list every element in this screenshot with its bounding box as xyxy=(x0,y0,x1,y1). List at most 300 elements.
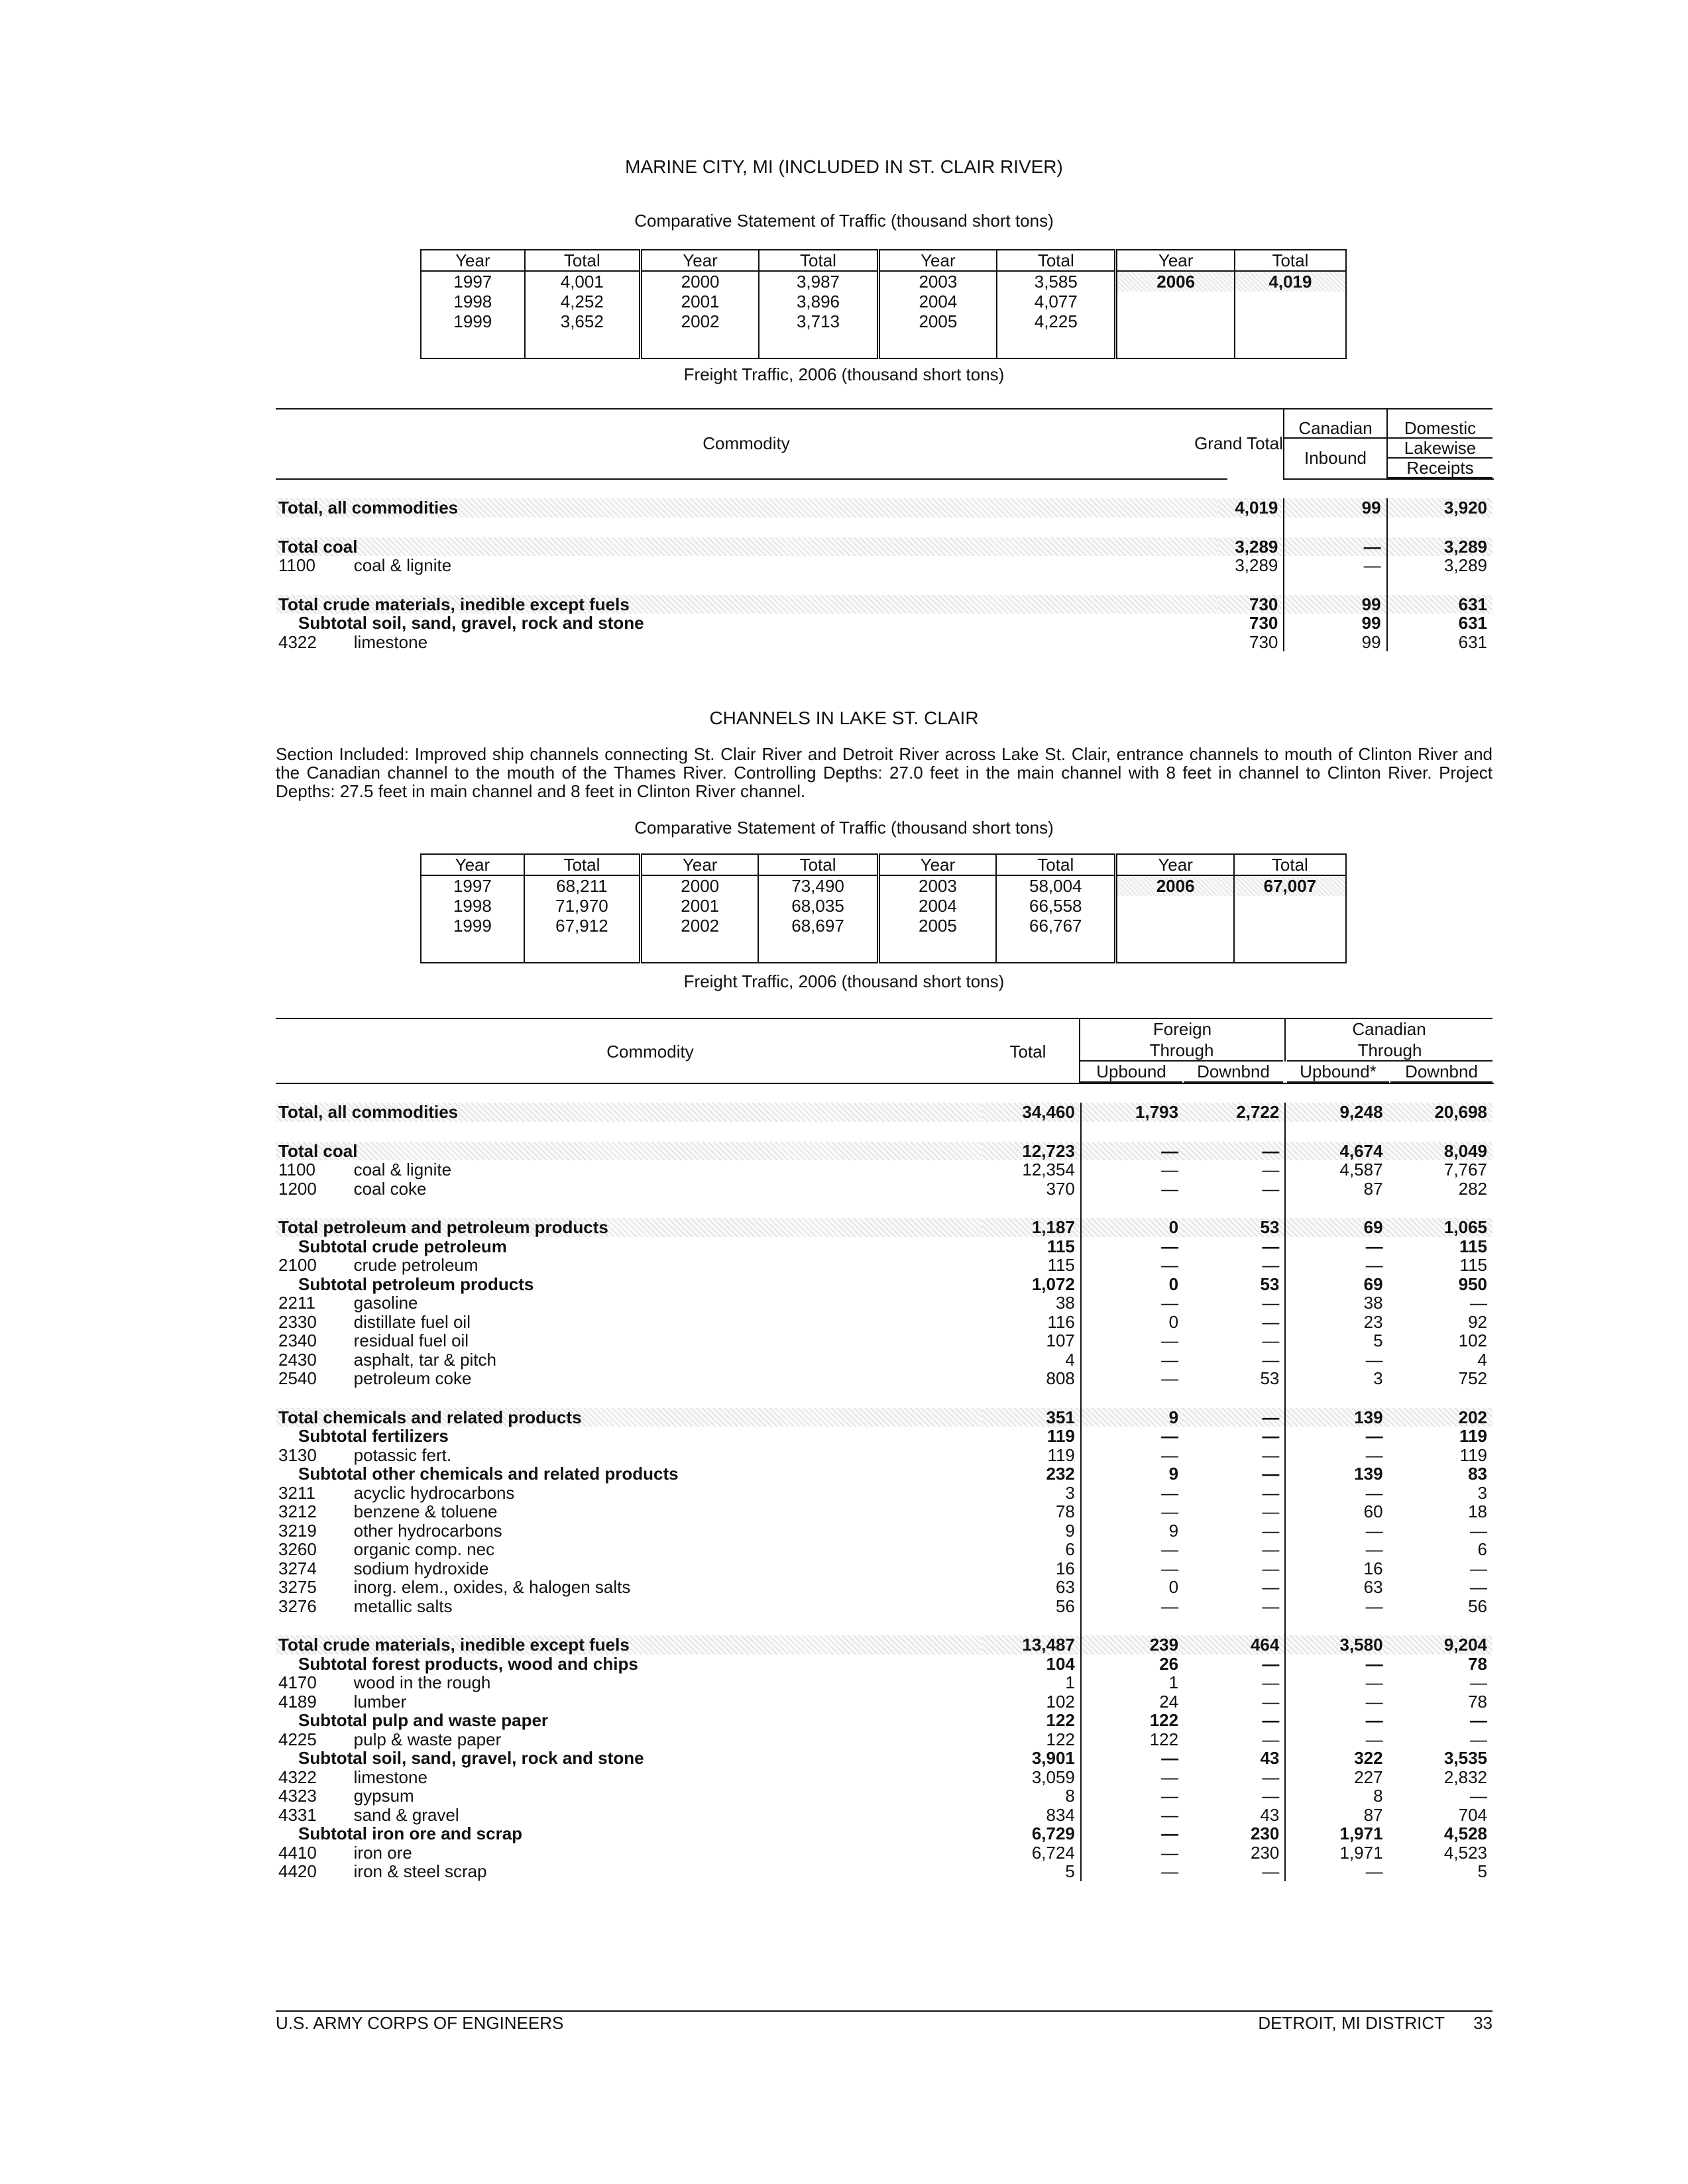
table-row xyxy=(276,1843,1492,1863)
value-cell: 16 xyxy=(1055,1558,1075,1578)
value-cell: 1,187 xyxy=(982,1218,1080,1237)
value-cell: — xyxy=(1470,1520,1487,1541)
header-foreign-through: Through xyxy=(1080,1040,1283,1062)
table-row xyxy=(276,1749,1492,1768)
value-cell: 119 xyxy=(1046,1426,1075,1446)
value-cell: 730 xyxy=(1249,613,1278,633)
value-cell: 16 xyxy=(1285,1559,1388,1578)
table-row xyxy=(276,633,1492,652)
value-cell: — xyxy=(1470,1558,1487,1578)
table-row xyxy=(276,1597,1492,1616)
value-cell: 63 xyxy=(1055,1577,1075,1597)
value-cell: 3,535 xyxy=(1443,1748,1487,1768)
value-cell: — xyxy=(1081,1446,1184,1465)
value-cell: 8 xyxy=(1065,1786,1075,1806)
value-cell: 87 xyxy=(1285,1179,1388,1199)
section1-freight-table xyxy=(276,498,1492,651)
comp-cell: 2005 xyxy=(878,916,996,936)
commodity-code: Subtotal fertilizers xyxy=(298,1426,449,1446)
footer-page-number: 33 xyxy=(1473,2013,1492,2033)
comp-cell: 2006 xyxy=(1116,875,1234,896)
commodity-label: coal & lignite xyxy=(353,1160,452,1179)
value-cell: — xyxy=(1470,1672,1487,1692)
value-cell: 9,204 xyxy=(1388,1635,1492,1655)
commodity-label: iron ore xyxy=(353,1842,412,1863)
commodity-label: acyclic hydrocarbons xyxy=(353,1482,515,1503)
value-cell: — xyxy=(1081,1293,1184,1313)
table-row xyxy=(276,614,1492,633)
comp-cell: 71,970 xyxy=(524,896,641,916)
commodity-label: coal & lignite xyxy=(353,555,452,575)
value-cell: 12,723 xyxy=(982,1142,1080,1161)
commodity-code: 2540 xyxy=(278,1368,317,1388)
value-cell: — xyxy=(1285,1427,1388,1446)
value-cell: — xyxy=(1262,1861,1280,1881)
value-cell: 322 xyxy=(1285,1749,1388,1768)
commodity-label: petroleum coke xyxy=(353,1368,472,1388)
value-cell: — xyxy=(1262,1596,1280,1616)
value-cell: — xyxy=(1081,1427,1184,1446)
commodity-label: sand & gravel xyxy=(353,1804,459,1825)
value-cell: — xyxy=(1285,1673,1388,1692)
commodity-label: inorg. elem., oxides, & halogen salts xyxy=(353,1577,631,1597)
commodity-code: Total chemicals and related products xyxy=(276,1408,982,1427)
value-cell: 53 xyxy=(1260,1274,1280,1294)
comp-cell: 4,252 xyxy=(525,292,641,311)
value-cell: 102 xyxy=(1458,1331,1487,1350)
value-cell: 53 xyxy=(1260,1368,1280,1388)
value-cell: 3,059 xyxy=(1031,1767,1075,1787)
value-cell: — xyxy=(1262,1482,1280,1503)
value-cell: 4,587 xyxy=(1285,1160,1388,1179)
value-cell: 0 xyxy=(1081,1275,1184,1294)
value-cell: — xyxy=(1262,1426,1280,1446)
value-cell: 139 xyxy=(1285,1464,1388,1484)
value-cell: 3,289 xyxy=(1218,537,1284,557)
value-cell: — xyxy=(1184,1408,1285,1427)
comp-header-cell: Total xyxy=(758,854,878,875)
comp-cell: 1999 xyxy=(421,916,524,936)
value-cell: 119 xyxy=(1459,1426,1487,1446)
table-row xyxy=(276,1369,1492,1388)
value-cell: — xyxy=(1262,1672,1280,1692)
value-cell: 92 xyxy=(1468,1311,1487,1332)
header-commodity: Commodity xyxy=(703,433,790,453)
value-cell: 122 xyxy=(1046,1729,1075,1749)
value-cell: — xyxy=(1262,1311,1280,1332)
commodity-code: 4331 xyxy=(278,1804,317,1825)
value-cell: 5 xyxy=(1477,1861,1487,1881)
value-cell: — xyxy=(1262,1653,1280,1674)
comp-header-cell: Total xyxy=(759,250,878,271)
table-row xyxy=(276,1673,1492,1692)
comp-cell: 66,558 xyxy=(996,896,1116,916)
table-row xyxy=(276,595,1492,614)
value-cell: — xyxy=(1470,1729,1487,1749)
value-cell: — xyxy=(1284,556,1386,575)
comp-header-cell: Total xyxy=(525,250,641,271)
value-cell: 1 xyxy=(1065,1672,1075,1692)
value-cell: 5 xyxy=(1065,1861,1075,1881)
value-cell: — xyxy=(1081,1749,1184,1768)
value-cell: 631 xyxy=(1387,614,1492,633)
value-cell: — xyxy=(1081,1862,1184,1881)
value-cell: 4,523 xyxy=(1443,1842,1487,1863)
commodity-label: distillate fuel oil xyxy=(353,1311,471,1332)
table-row xyxy=(276,1655,1492,1674)
comp-cell: 2000 xyxy=(640,271,759,292)
commodity-label: sodium hydroxide xyxy=(353,1558,489,1578)
value-cell: 20,698 xyxy=(1388,1103,1492,1122)
commodity-code: 1100 xyxy=(278,555,315,575)
value-cell: — xyxy=(1262,1691,1280,1712)
value-cell: — xyxy=(1262,1558,1280,1578)
commodity-label: metallic salts xyxy=(353,1596,453,1616)
value-cell: 119 xyxy=(1459,1445,1487,1465)
table-row xyxy=(276,1559,1492,1578)
value-cell: 631 xyxy=(1387,633,1492,652)
value-cell: 282 xyxy=(1458,1178,1487,1199)
header-receipts: Receipts xyxy=(1388,459,1492,478)
commodity-code: 3211 xyxy=(278,1482,315,1503)
value-cell: — xyxy=(1285,1597,1388,1616)
value-cell: 38 xyxy=(1055,1293,1075,1313)
comp-cell: 67,912 xyxy=(524,916,641,936)
value-cell: 3,920 xyxy=(1387,498,1492,518)
value-cell: 115 xyxy=(1047,1255,1075,1275)
value-cell: — xyxy=(1262,1445,1280,1465)
comp-header-cell: Total xyxy=(524,854,641,875)
comp-cell: 2002 xyxy=(641,916,759,936)
section2-paragraph: Section Included: Improved ship channels connecting St. Clair River and Detroit River across Lake St. Clair, entrance channels to mouth of Clinton River and the Canadian channel to the mouth of the Thames River. Controlling Depths: 27.0 feet in the main channel with 8 feet in channel to Clinton River. Project Depths: 27.5 feet in main channel and 8 feet in Clinton River channel. xyxy=(276,744,1492,801)
commodity-label: iron & steel scrap xyxy=(353,1861,487,1881)
value-cell: 202 xyxy=(1388,1408,1492,1427)
value-cell: — xyxy=(1285,1484,1388,1503)
value-cell: — xyxy=(1285,1711,1388,1730)
commodity-code: Total coal xyxy=(276,1142,982,1161)
value-cell: — xyxy=(1285,1237,1388,1256)
table-row xyxy=(276,1502,1492,1521)
commodity-code: 3219 xyxy=(278,1520,317,1541)
comp-cell: 1999 xyxy=(421,311,525,331)
value-cell: 0 xyxy=(1081,1313,1184,1332)
commodity-code: 2211 xyxy=(278,1293,315,1313)
commodity-label: potassic fert. xyxy=(353,1445,452,1465)
table-row xyxy=(276,498,1492,518)
section2-comp-caption: Comparative Statement of Traffic (thousand short tons) xyxy=(634,818,1054,838)
value-cell: 8 xyxy=(1285,1786,1388,1806)
comp-cell xyxy=(1116,916,1234,936)
value-cell: 3 xyxy=(1065,1482,1075,1503)
value-cell: 43 xyxy=(1260,1748,1280,1768)
comp-header-cell: Year xyxy=(878,250,997,271)
header-grand-total: Grand Total xyxy=(1194,433,1283,453)
comp-cell: 2001 xyxy=(640,292,759,311)
value-cell: 3,289 xyxy=(1387,556,1492,575)
table-row xyxy=(276,1862,1492,1881)
comp-cell: 3,585 xyxy=(997,271,1116,292)
comp-cell: 2006 xyxy=(1116,271,1235,292)
comp-cell xyxy=(1234,916,1346,936)
value-cell: 122 xyxy=(1081,1711,1184,1730)
value-cell: 1,065 xyxy=(1388,1218,1492,1237)
value-cell: 99 xyxy=(1284,595,1386,614)
value-cell: 3,289 xyxy=(1235,555,1278,575)
value-cell: 9 xyxy=(1081,1464,1184,1484)
commodity-code: 1100 xyxy=(278,1160,315,1179)
value-cell: — xyxy=(1081,1502,1184,1521)
commodity-code: 4189 xyxy=(278,1691,317,1712)
comp-cell: 58,004 xyxy=(996,875,1116,896)
comp-cell: 66,767 xyxy=(996,916,1116,936)
value-cell: 0 xyxy=(1081,1578,1184,1597)
table-row xyxy=(276,1464,1492,1484)
value-cell: 3 xyxy=(1285,1369,1388,1388)
value-cell: — xyxy=(1081,1142,1184,1161)
commodity-code: Total crude materials, inedible except fuels xyxy=(276,595,1218,614)
table-row xyxy=(276,1521,1492,1541)
value-cell: — xyxy=(1262,1729,1280,1749)
value-cell: — xyxy=(1285,1540,1388,1559)
value-cell: — xyxy=(1262,1160,1280,1179)
commodity-label: limestone xyxy=(353,1767,427,1787)
value-cell: 12,354 xyxy=(1022,1160,1075,1179)
value-cell: — xyxy=(1081,1843,1184,1863)
footer-right: DETROIT, MI DISTRICT xyxy=(1258,2013,1445,2033)
value-cell: 1,072 xyxy=(1031,1274,1075,1294)
value-cell: 69 xyxy=(1285,1218,1388,1237)
value-cell: — xyxy=(1262,1464,1280,1484)
value-cell: 87 xyxy=(1285,1806,1388,1825)
header-canadian-through: Through xyxy=(1287,1040,1492,1062)
value-cell: 4 xyxy=(1477,1349,1487,1370)
comp-cell: 2003 xyxy=(878,875,996,896)
value-cell: 5 xyxy=(1285,1331,1388,1350)
table-row xyxy=(276,1711,1492,1730)
table-row xyxy=(276,1824,1492,1843)
section2-freight-caption: Freight Traffic, 2006 (thousand short tons) xyxy=(683,971,1005,991)
commodity-code: 4322 xyxy=(278,1767,317,1787)
value-cell: — xyxy=(1081,1484,1184,1503)
commodity-label: asphalt, tar & pitch xyxy=(353,1349,496,1370)
value-cell: 950 xyxy=(1458,1274,1487,1294)
comp-cell: 3,987 xyxy=(759,271,878,292)
comp-cell: 73,490 xyxy=(758,875,878,896)
commodity-code: 3130 xyxy=(278,1445,317,1465)
comp-header-cell: Year xyxy=(1116,854,1234,875)
value-cell: 3,901 xyxy=(1031,1748,1075,1768)
value-cell: 752 xyxy=(1458,1368,1487,1388)
comp-header-cell: Year xyxy=(421,854,524,875)
section1-comp-caption: Comparative Statement of Traffic (thousand short tons) xyxy=(634,211,1054,231)
commodity-code: 3276 xyxy=(278,1596,317,1616)
comp-cell: 1997 xyxy=(421,875,524,896)
comp-cell: 3,713 xyxy=(759,311,878,331)
value-cell: 38 xyxy=(1285,1293,1388,1313)
value-cell: 24 xyxy=(1081,1692,1184,1712)
comp-cell: 2003 xyxy=(878,271,997,292)
value-cell: 1 xyxy=(1081,1673,1184,1692)
table-row xyxy=(276,1142,1492,1161)
value-cell: 69 xyxy=(1285,1275,1388,1294)
comp-cell: 4,225 xyxy=(997,311,1116,331)
table-row xyxy=(276,1331,1492,1350)
value-cell: 3,580 xyxy=(1285,1635,1388,1655)
commodity-code: 2330 xyxy=(278,1311,317,1332)
comp-cell: 1997 xyxy=(421,271,525,292)
header-canadian: Canadian xyxy=(1352,1019,1426,1039)
comp-cell: 1998 xyxy=(421,292,525,311)
value-cell: 2,722 xyxy=(1184,1103,1285,1122)
value-cell: — xyxy=(1285,1655,1388,1674)
header-foreign-upbound: Upbound xyxy=(1080,1062,1182,1083)
value-cell: 104 xyxy=(1046,1653,1075,1674)
value-cell: 115 xyxy=(1459,1255,1487,1275)
value-cell: — xyxy=(1081,1256,1184,1275)
header-foreign-downbnd: Downbnd xyxy=(1184,1062,1283,1083)
value-cell: — xyxy=(1285,1730,1388,1749)
commodity-code: 2100 xyxy=(278,1255,317,1275)
table-row xyxy=(276,1275,1492,1294)
value-cell: 107 xyxy=(1046,1331,1075,1350)
value-cell: 9,248 xyxy=(1285,1103,1388,1122)
value-cell: — xyxy=(1262,1577,1280,1597)
value-cell: 53 xyxy=(1184,1218,1285,1237)
comp-header-cell: Year xyxy=(1116,250,1235,271)
comp-cell: 2004 xyxy=(878,896,996,916)
value-cell: 6 xyxy=(1065,1539,1075,1559)
value-cell: — xyxy=(1081,1559,1184,1578)
table-row xyxy=(276,1103,1492,1122)
value-cell: 23 xyxy=(1285,1313,1388,1332)
table-row xyxy=(276,1730,1492,1749)
value-cell: — xyxy=(1184,1142,1285,1161)
table-row xyxy=(276,1237,1492,1256)
comp-cell: 68,211 xyxy=(524,875,641,896)
value-cell: — xyxy=(1262,1293,1280,1313)
value-cell: — xyxy=(1262,1255,1280,1275)
value-cell: 6,724 xyxy=(1031,1842,1075,1863)
value-cell: 0 xyxy=(1081,1218,1184,1237)
table-row xyxy=(276,1806,1492,1825)
footer-left: U.S. ARMY CORPS OF ENGINEERS xyxy=(276,2013,564,2033)
comp-cell: 2005 xyxy=(878,311,997,331)
commodity-code: 1200 xyxy=(278,1178,317,1199)
value-cell: 1,971 xyxy=(1285,1824,1388,1843)
value-cell: — xyxy=(1081,1597,1184,1616)
commodity-code: Subtotal soil, sand, gravel, rock and stone xyxy=(298,1748,644,1768)
value-cell: 119 xyxy=(1047,1445,1075,1465)
value-cell: — xyxy=(1285,1256,1388,1275)
section2-freight-header xyxy=(276,1019,1492,1084)
comp-cell: 1998 xyxy=(421,896,524,916)
value-cell: — xyxy=(1470,1786,1487,1806)
value-cell: 1,971 xyxy=(1285,1843,1388,1863)
comp-header-cell: Year xyxy=(878,854,996,875)
section1-freight-header xyxy=(276,410,1492,480)
comp-cell: 68,035 xyxy=(758,896,878,916)
comp-cell xyxy=(1116,896,1234,916)
table-row xyxy=(276,1692,1492,1712)
table-row xyxy=(276,1786,1492,1806)
value-cell: 18 xyxy=(1468,1502,1487,1521)
value-cell: 239 xyxy=(1081,1635,1184,1655)
comp-cell xyxy=(1235,311,1346,331)
commodity-code: Subtotal soil, sand, gravel, rock and stone xyxy=(298,613,644,633)
value-cell: — xyxy=(1262,1178,1280,1199)
value-cell: 370 xyxy=(1046,1178,1075,1199)
value-cell: — xyxy=(1262,1349,1280,1370)
value-cell: 1,793 xyxy=(1081,1103,1184,1122)
value-cell: — xyxy=(1470,1710,1487,1730)
table-row xyxy=(276,1427,1492,1446)
header-commodity: Commodity xyxy=(606,1042,694,1062)
commodity-code: 4225 xyxy=(278,1729,317,1749)
commodity-code: 4410 xyxy=(278,1842,317,1863)
comp-header-cell: Total xyxy=(996,854,1116,875)
value-cell: — xyxy=(1262,1767,1280,1787)
value-cell: — xyxy=(1081,1237,1184,1256)
commodity-code: 4170 xyxy=(278,1672,317,1692)
value-cell: 26 xyxy=(1081,1655,1184,1674)
value-cell: 834 xyxy=(1046,1804,1075,1825)
table-row xyxy=(276,1768,1492,1787)
value-cell: 4,019 xyxy=(1218,498,1284,518)
commodity-label: other hydrocarbons xyxy=(353,1520,502,1541)
value-cell: — xyxy=(1285,1521,1388,1541)
commodity-code: Subtotal forest products, wood and chips xyxy=(298,1653,638,1674)
comp-cell: 4,001 xyxy=(525,271,641,292)
value-cell: 115 xyxy=(1046,1236,1075,1256)
commodity-code: Subtotal iron ore and scrap xyxy=(298,1824,523,1843)
value-cell: 9 xyxy=(1081,1521,1184,1541)
value-cell: — xyxy=(1285,1862,1388,1881)
section1-freight-caption: Freight Traffic, 2006 (thousand short tons) xyxy=(683,364,1005,384)
value-cell: 464 xyxy=(1184,1635,1285,1655)
value-cell: 78 xyxy=(1468,1653,1487,1674)
commodity-label: coal coke xyxy=(353,1178,427,1199)
value-cell: 730 xyxy=(1249,631,1278,652)
value-cell: 232 xyxy=(1046,1464,1075,1484)
value-cell: 4,674 xyxy=(1285,1142,1388,1161)
comp-cell: 3,652 xyxy=(525,311,641,331)
comp-cell: 2002 xyxy=(640,311,759,331)
commodity-code: 3212 xyxy=(278,1502,317,1521)
commodity-code: Total, all commodities xyxy=(276,1103,982,1122)
commodity-code: 2430 xyxy=(278,1349,317,1370)
value-cell: 13,487 xyxy=(982,1635,1080,1655)
comp-cell: 4,019 xyxy=(1235,271,1346,292)
value-cell: — xyxy=(1081,1179,1184,1199)
value-cell: — xyxy=(1081,1786,1184,1806)
footer-rule xyxy=(276,2010,1492,2012)
commodity-label: wood in the rough xyxy=(353,1672,491,1692)
header-inbound: Inbound xyxy=(1304,448,1367,468)
table-row xyxy=(276,1578,1492,1597)
value-cell: 56 xyxy=(1055,1596,1075,1616)
table-row xyxy=(276,537,1492,557)
value-cell: — xyxy=(1081,1768,1184,1787)
commodity-label: gypsum xyxy=(353,1786,414,1806)
commodity-code: 4322 xyxy=(278,631,317,652)
value-cell: 34,460 xyxy=(982,1103,1080,1122)
header-domestic: Domestic xyxy=(1388,419,1492,439)
value-cell: 6,729 xyxy=(1031,1824,1075,1843)
value-cell: 99 xyxy=(1284,614,1386,633)
value-cell: — xyxy=(1285,1350,1388,1370)
value-cell: 230 xyxy=(1250,1824,1280,1843)
section1-title: MARINE CITY, MI (INCLUDED IN ST. CLAIR RIVER) xyxy=(625,156,1063,177)
